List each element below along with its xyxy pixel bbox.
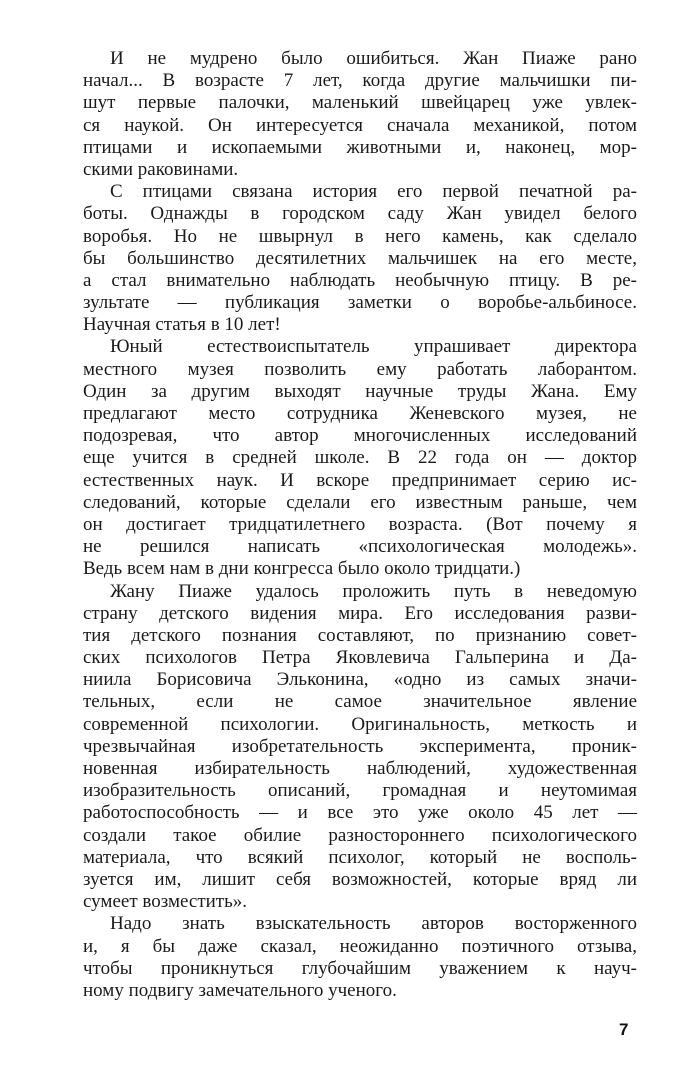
text-line: а стал внимательно наблюдать необычную птицу. В ре- bbox=[83, 269, 637, 291]
page-number: 7 bbox=[619, 1020, 629, 1039]
text-line: Юный естествоиспытатель упрашивает директора bbox=[110, 336, 637, 358]
text-line: подозревая, что автор многочисленных исследований bbox=[83, 425, 637, 447]
text-line: ниила Борисовича Эльконина, «одно из самых значи- bbox=[83, 669, 637, 691]
text-line: ских психологов Петра Яковлевича Гальперина и Да- bbox=[83, 647, 637, 669]
text-line: птицами и ископаемыми животными и, наконец, мор- bbox=[83, 136, 637, 158]
text-line: работоспособность — и все это уже около 45 лет — bbox=[83, 802, 637, 824]
text-line: С птицами связана история его первой печатной ра- bbox=[110, 181, 637, 203]
text-line: Ведь всем нам в дни конгресса было около тридцати.) bbox=[83, 558, 521, 580]
text-line: тия детского познания составляют, по признанию совет- bbox=[83, 624, 637, 646]
text-line: новенная избирательность наблюдений, художественная bbox=[83, 758, 637, 779]
text-line: предлагают место сотрудника Женевского музея, не bbox=[83, 403, 637, 424]
paragraph-2 bbox=[83, 181, 637, 336]
paragraph-3 bbox=[83, 336, 637, 580]
text-line: и, я бы даже сказал, неожиданно поэтичного отзыва, bbox=[83, 935, 637, 957]
text-line: чтобы проникнуться глубочайшим уважением к науч- bbox=[83, 957, 637, 979]
text-line: изобразительность описаний, громадная и неутомимая bbox=[83, 780, 637, 802]
text-line: материала, что всякий психолог, который не восполь- bbox=[83, 846, 637, 868]
page-body bbox=[83, 48, 637, 1002]
text-line: сумеет возместить». bbox=[83, 891, 248, 913]
text-line: воробья. Но не швырнул в него камень, как сделало bbox=[83, 225, 637, 247]
text-line: не решился написать «психологическая молодежь». bbox=[83, 536, 637, 558]
text-line: Жану Пиаже удалось проложить путь в неведомую bbox=[110, 580, 637, 602]
text-line: еще учится в средней школе. В 22 года он — доктор bbox=[83, 447, 637, 469]
text-line: Надо знать взыскательность авторов восторженного bbox=[110, 913, 637, 935]
text-line: скими раковинами. bbox=[83, 158, 239, 180]
paragraph-1 bbox=[83, 48, 637, 181]
text-line: тельных, если не самое значительное явление bbox=[83, 691, 637, 713]
paragraph-5 bbox=[83, 913, 637, 1002]
text-line: современной психологии. Оригинальность, меткость и bbox=[83, 713, 637, 735]
text-line: шут первые палочки, маленький швейцарец уже увлек- bbox=[83, 92, 637, 114]
paragraph-4 bbox=[83, 581, 637, 914]
text-line: местного музея позволить ему работать лаборантом. bbox=[83, 358, 637, 380]
text-line: зуется им, лишит себя возможностей, которые вряд ли bbox=[83, 868, 637, 890]
text-line: естественных наук. И вскоре предпринимает серию ис- bbox=[83, 469, 637, 491]
text-line: И не мудрено было ошибиться. Жан Пиаже рано bbox=[110, 48, 637, 69]
text-line: страну детского видения мира. Его исследования разви- bbox=[83, 602, 637, 624]
text-line: создали такое обилие разностороннего психологического bbox=[83, 824, 637, 846]
text-line: начал... В возрасте 7 лет, когда другие мальчишки пи- bbox=[83, 70, 637, 92]
text-line: Один за другим выходят научные труды Жана. Ему bbox=[83, 380, 637, 402]
text-line: ному подвигу замечательного ученого. bbox=[83, 979, 397, 1001]
text-line: чрезвычайная изобретательность эксперимента, проник- bbox=[83, 735, 637, 757]
text-line: зультате — публикация заметки о воробье-альбиносе. bbox=[83, 292, 637, 314]
text-line: следований, которые сделали его известным раньше, чем bbox=[83, 491, 637, 513]
text-line: бы большинство десятилетних мальчишек на его месте, bbox=[83, 247, 637, 269]
text-line: ся наукой. Он интересуется сначала механикой, потом bbox=[83, 114, 637, 136]
text-line: он достигает тридцатилетнего возраста. (Вот почему я bbox=[83, 513, 637, 535]
text-line: боты. Однажды в городском саду Жан увидел белого bbox=[83, 203, 637, 225]
text-line: Научная статья в 10 лет! bbox=[83, 314, 281, 336]
